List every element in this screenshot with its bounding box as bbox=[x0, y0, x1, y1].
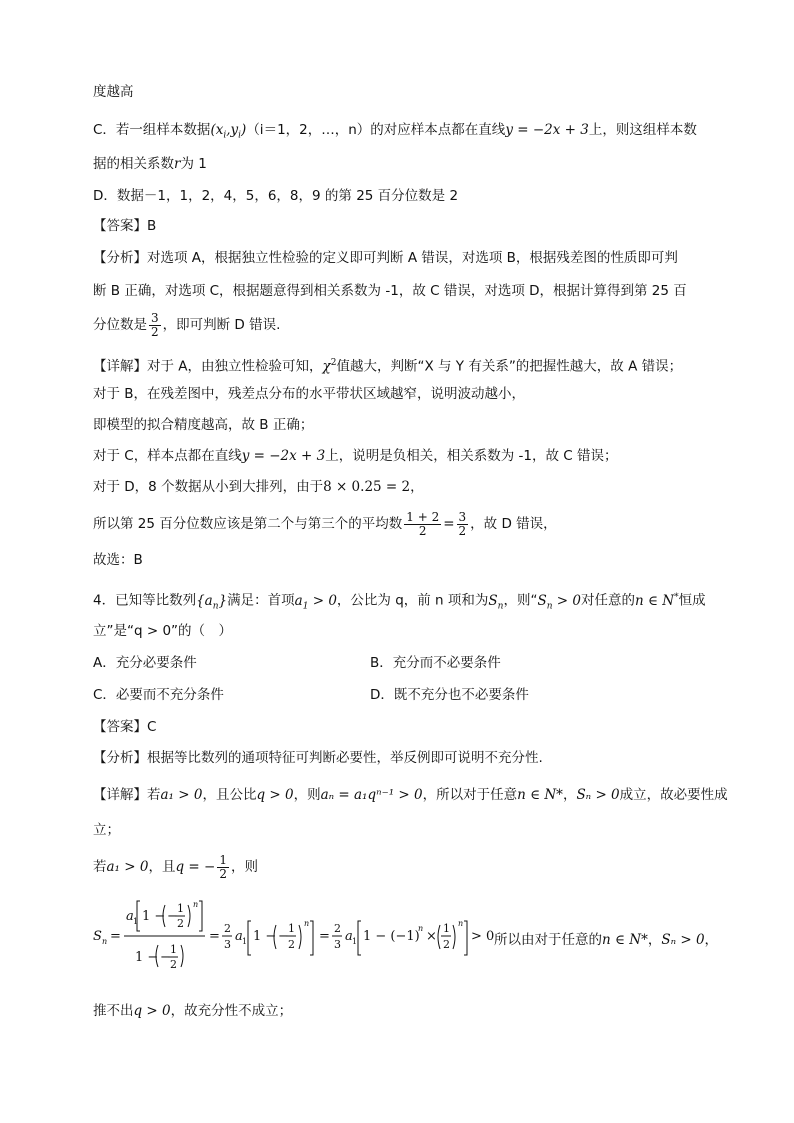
formula-symbol: 2 bbox=[224, 922, 231, 935]
detail-line: 若a₁ > 0，且q = − $\frac{1}{2}$ ，则 bbox=[93, 852, 258, 881]
option-c: C．必要而不充分条件 bbox=[93, 687, 224, 703]
math: y = −2x + 3 bbox=[505, 122, 589, 138]
bracket bbox=[137, 901, 140, 931]
paren bbox=[181, 945, 183, 967]
formula-symbol: n bbox=[458, 919, 464, 928]
analysis-line: 断 B 正确，对选项 C，根据题意得到相关系数为 -1，故 C 错误，对选项 D，根据计算得到第 25 百 bbox=[93, 283, 687, 299]
detail-line: 立； bbox=[93, 822, 120, 838]
formula-symbol: 1 − (−1) bbox=[363, 929, 420, 944]
formula-symbol: n bbox=[304, 919, 310, 928]
paren bbox=[299, 925, 301, 949]
question-4-line: 立”是“q > 0”的（ ） bbox=[93, 623, 233, 639]
formula-symbol: n bbox=[193, 900, 199, 909]
formula-symbol: 1 bbox=[133, 917, 139, 926]
detail-line: 对于 B，在残差图中，残差点分布的水平带状区域越窄，说明波动越小， bbox=[93, 386, 526, 402]
bracket bbox=[464, 921, 467, 955]
formula-symbol: 1 bbox=[170, 943, 177, 956]
option-a: A．充分必要条件 bbox=[93, 655, 197, 671]
answer-label: 【答案】C bbox=[93, 719, 157, 735]
detail-line: 【详解】对于 A，由独立性检验可知，$\chi^2$值越大，判断“X 与 Y 有关系”的把握性越大，故 A 错误； bbox=[93, 358, 683, 375]
formula-tail: 所以由对于任意的n ∈ N*，Sₙ > 0， bbox=[494, 932, 719, 948]
option-d: D．既不充分也不必要条件 bbox=[370, 687, 529, 703]
detail-line: 推不出q > 0，故充分性不成立； bbox=[93, 1003, 293, 1019]
formula-symbol: = bbox=[209, 929, 220, 944]
formula-symbol: 1 − bbox=[253, 929, 277, 944]
text-line bbox=[93, 82, 134, 102]
formula-symbol: a bbox=[235, 929, 243, 944]
formula-symbol: 1 bbox=[242, 937, 248, 946]
formula-symbol: a bbox=[126, 909, 134, 924]
fraction: $\frac{1 + 2}{2}$ bbox=[406, 509, 440, 538]
analysis-line: 【分析】对选项 A，根据独立性检验的定义即可判断 A 错误，对选项 B，根据残差图的性质即可判 bbox=[93, 250, 678, 266]
text: 上，则这组样本数 bbox=[588, 122, 697, 138]
formula-symbol: 3 bbox=[334, 938, 341, 951]
formula-symbol: = bbox=[110, 929, 121, 944]
paren bbox=[438, 925, 440, 949]
fraction: $\frac{1}{2}$ bbox=[219, 852, 227, 881]
formula-symbol: 1 bbox=[177, 902, 184, 915]
formula-symbol: S bbox=[93, 929, 102, 944]
formula-symbol: n bbox=[418, 924, 424, 933]
formula-symbol: 1 bbox=[443, 922, 450, 935]
option-c-line bbox=[93, 120, 697, 146]
formula-symbol: 2 bbox=[334, 922, 341, 935]
bracket bbox=[199, 901, 202, 931]
detail-line: 即模型的拟合精度越高，故 B 正确； bbox=[93, 417, 314, 433]
formula-symbol: 2 bbox=[443, 938, 450, 951]
detail-line: 对于 D，8 个数据从小到大排列，由于8 × 0.25 = 2， bbox=[93, 479, 424, 495]
bracket bbox=[248, 921, 251, 955]
formula-symbol: 2 bbox=[288, 938, 295, 951]
formula-symbol: 1 − bbox=[135, 950, 159, 965]
detail-line: 故选：B bbox=[93, 552, 143, 568]
fraction: $\frac{3}{2}$ bbox=[458, 509, 467, 538]
detail-line: 所以第 25 百分位数应该是第二个与第三个的平均数 $\frac{1 + 2}{2}$ = $\frac{3}{2}$ ，故 D 错误， bbox=[93, 509, 557, 538]
answer-label: 【答案】B bbox=[93, 218, 157, 234]
formula-symbol: a bbox=[345, 929, 353, 944]
formula-symbol: > 0 bbox=[471, 929, 495, 944]
formula-symbol: = bbox=[319, 929, 330, 944]
detail-line: 对于 C，样本点都在直线y = −2x + 3上，说明是负相关，相关系数为 -1，故 C 错误； bbox=[93, 448, 618, 464]
text: C．若一组样本数据 bbox=[93, 122, 211, 138]
formula-symbol: × bbox=[426, 929, 437, 944]
analysis-line: 分位数是 $\frac{3}{2}$ ，即可判断 D 错误. bbox=[93, 310, 281, 339]
formula-symbol: 1 − bbox=[142, 909, 166, 924]
formula-symbol: 1 bbox=[288, 922, 295, 935]
text: 度越高 bbox=[93, 84, 134, 100]
bracket bbox=[310, 921, 313, 955]
formula-symbol: − bbox=[160, 950, 171, 965]
formula-symbol: 1 bbox=[352, 937, 358, 946]
formula-symbol: 2 bbox=[177, 917, 184, 930]
detail-line: 【详解】若a₁ > 0，且公比q > 0，则aₙ = a₁qⁿ⁻¹ > 0，所以对于任意n ∈ N*，Sₙ > 0成立，故必要性成 bbox=[93, 787, 728, 803]
paren bbox=[453, 925, 455, 949]
option-b: B．充分而不必要条件 bbox=[370, 655, 501, 671]
bracket bbox=[358, 921, 361, 955]
paren bbox=[188, 905, 190, 927]
math: $(x_i,y_i)$ bbox=[210, 122, 247, 141]
fraction: $\frac{3}{2}$ bbox=[151, 310, 159, 339]
formula-symbol: − bbox=[167, 909, 178, 924]
text-line: 据的相关系数r为 1 bbox=[93, 156, 207, 172]
text: （i＝1，2，…，n）的对应样本点都在直线 bbox=[246, 122, 506, 138]
formula-symbol: 2 bbox=[170, 958, 177, 971]
analysis-line: 【分析】根据等比数列的通项特征可判断必要性，举反例即可说明不充分性. bbox=[93, 750, 543, 766]
formula-symbol: 3 bbox=[224, 938, 231, 951]
formula-symbol: n bbox=[102, 937, 108, 946]
option-d-line: D．数据－1，1，2，4，5，6，8，9 的第 25 百分位数是 2 bbox=[93, 188, 459, 204]
formula-symbol: − bbox=[278, 929, 289, 944]
question-4-line: 4．已知等比数列$\{a_n\}$满足：首项$a_1 > 0$，公比为 q，前 n 项和为$S_n$，则“$S_n > 0$对任意的n ∈ N*恒成 bbox=[93, 592, 706, 612]
